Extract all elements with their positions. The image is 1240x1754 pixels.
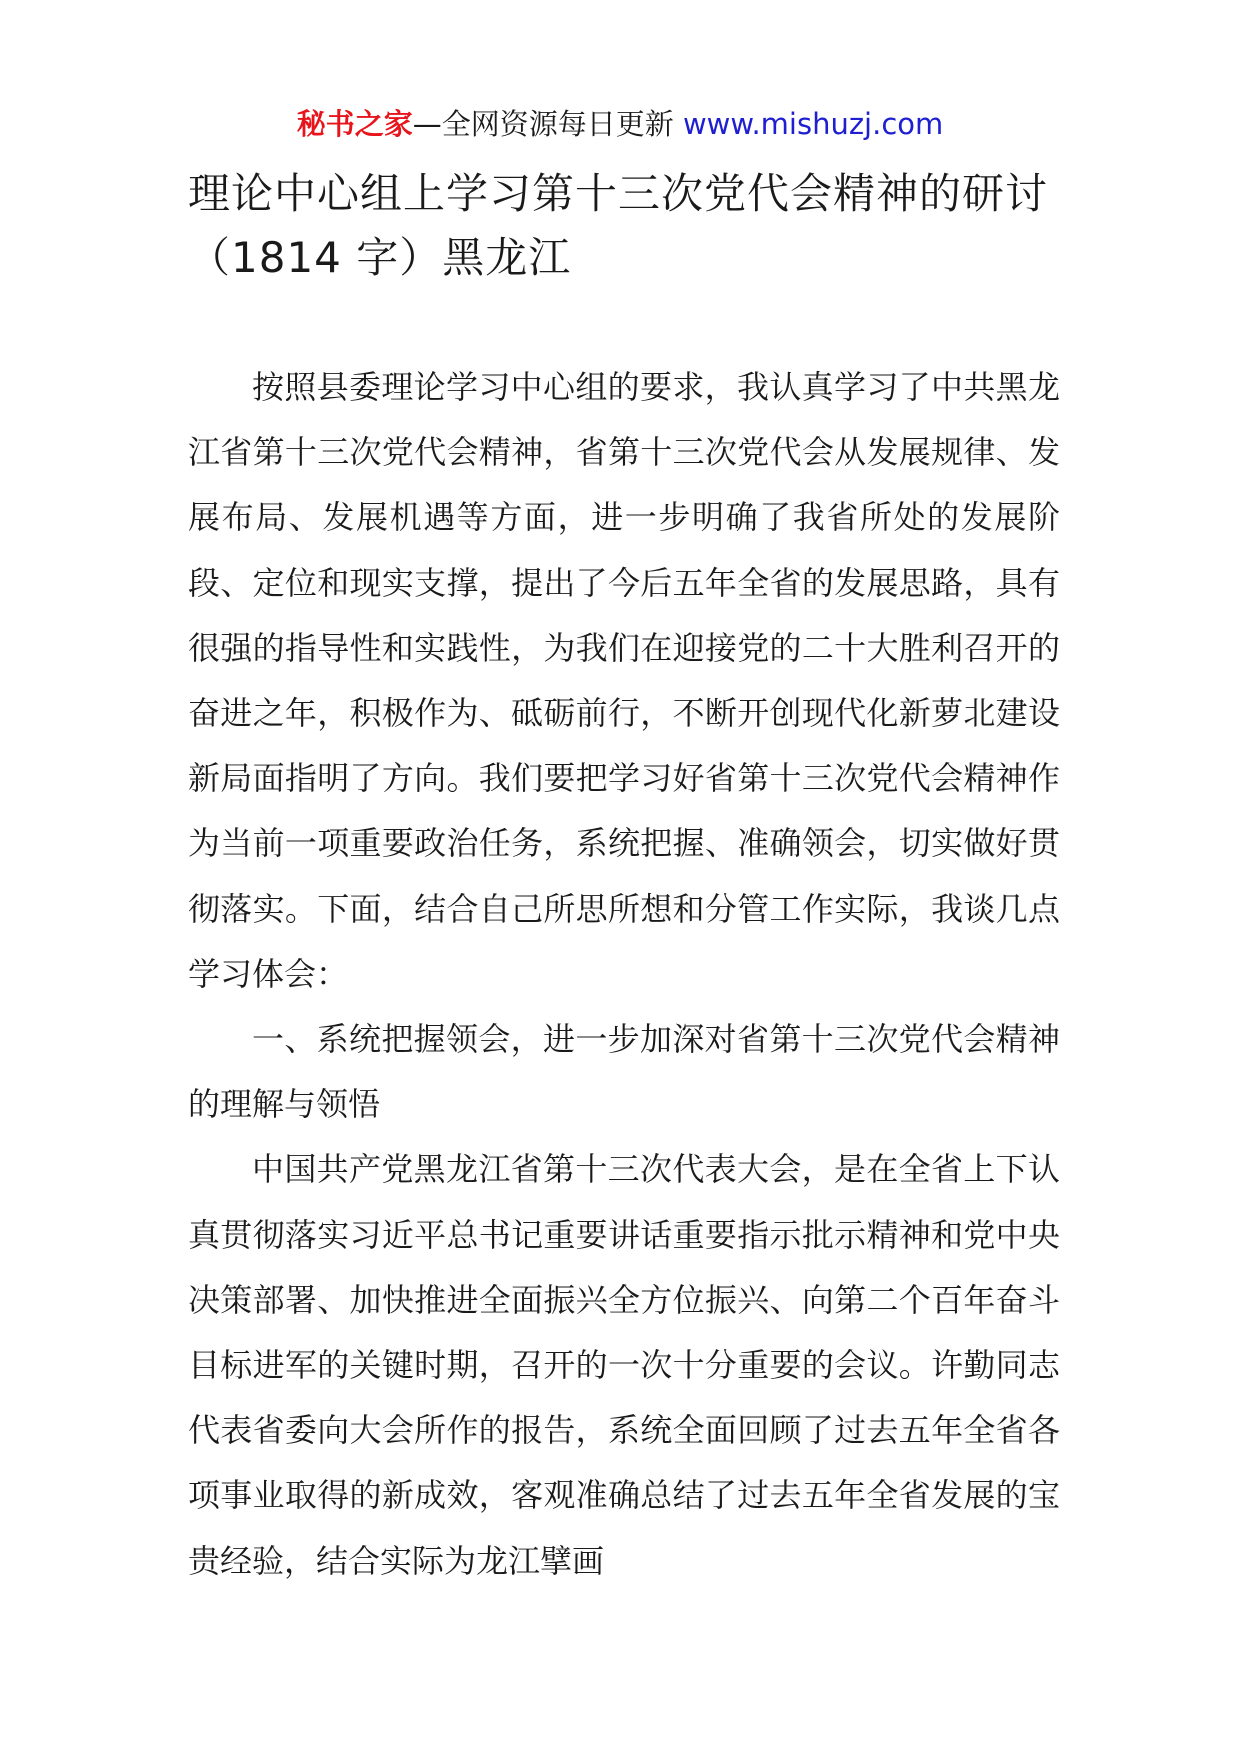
body-paragraph: 中国共产党黑龙江省第十三次代表大会，是在全省上下认真贯彻落实习近平总书记重要讲话重要指示批示精神和党中央决策部署、加快推进全面振兴全方位振兴、向第二个百年奋斗目标进军的关键时期，召开的一次十分重要的会议。许勤同志代表省委向大会所作的报告，系统全面回顾了过去五年全省各项事业取得的新成效，客观准确总结了过去五年全省发展的宝贵经验，结合实际为龙江擘画 — [188, 1150, 1060, 1580]
section-heading: 一、系统把握领会，进一步加深对省第十三次党代会精神的理解与领悟 — [188, 1020, 1060, 1124]
site-url-link[interactable]: www.mishuzj.com — [682, 107, 944, 141]
document-title: 理论中心组上学习第十三次党代会精神的研讨（1814 字）黑龙江 — [188, 169, 1049, 282]
header-tagline: —全网资源每日更新 — [412, 107, 683, 141]
watermark-header — [0, 104, 1240, 144]
brand-name: 秘书之家 — [296, 107, 413, 141]
intro-paragraph: 按照县委理论学习中心组的要求，我认真学习了中共黑龙江省第十三次党代会精神，省第十三次党代会从发展规律、发展布局、发展机遇等方面，进一步明确了我省所处的发展阶段、定位和现实支撑，提出了今后五年全省的发展思路，具有很强的指导性和实践性，为我们在迎接党的二十大胜利召开的奋进之年，积极作为、砥砺前行，不断开创现代化新萝北建设新局面指明了方向。我们要把学习好省第十三次党代会精神作为当前一项重要政治任务，系统把握、准确领会，切实做好贯彻落实。下面，结合自己所思所想和分管工作实际，我谈几点学习体会： — [188, 368, 1060, 993]
document-body — [188, 355, 1060, 1594]
